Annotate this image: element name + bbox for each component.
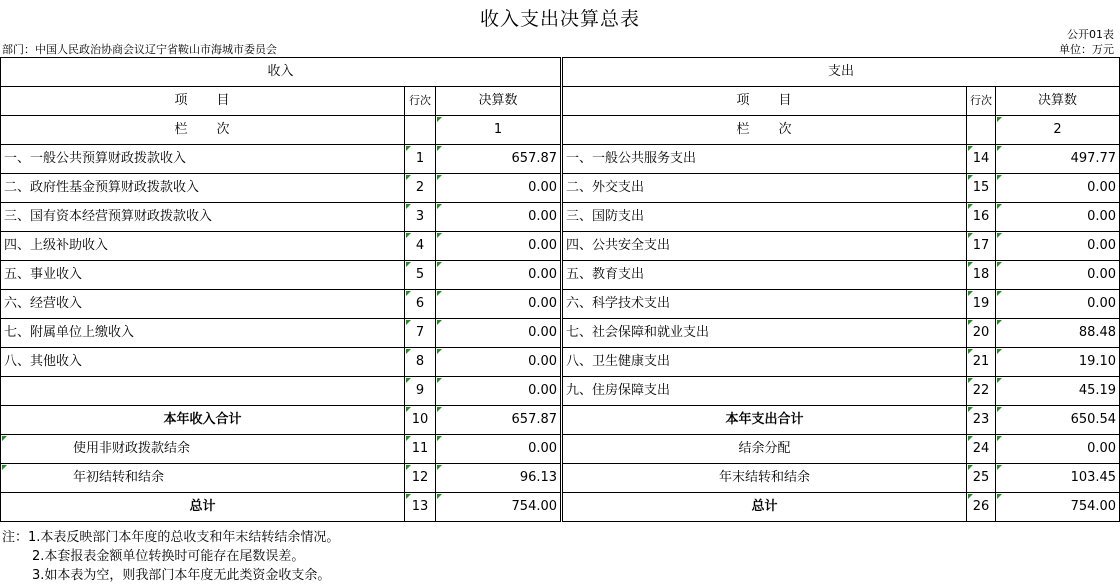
income-amount: 0.00 <box>436 203 562 232</box>
section-header-row <box>1 58 1120 87</box>
income-item: 使用非财政拨款结余 <box>1 435 405 464</box>
income-column-label: 栏 次 <box>1 116 405 145</box>
income-item: 三、国有资本经营预算财政拨款收入 <box>1 203 405 232</box>
expense-section-header: 支出 <box>562 58 1120 87</box>
income-amount: 0.00 <box>436 174 562 203</box>
table-row <box>1 435 1120 464</box>
expense-item: 五、教育支出 <box>562 261 967 290</box>
income-item: 年初结转和结余 <box>1 464 405 493</box>
table-row <box>1 174 1120 203</box>
income-amount: 657.87 <box>436 406 562 435</box>
expense-amount: 0.00 <box>996 435 1120 464</box>
income-item: 四、上级补助收入 <box>1 232 405 261</box>
expense-amount: 0.00 <box>996 261 1120 290</box>
income-line-no: 4 <box>405 232 436 261</box>
note-line: 2.本套报表金额单位转换时可能存在尾数误差。 <box>32 549 305 564</box>
expense-line-no: 22 <box>967 377 996 406</box>
form-code: 公开01表 <box>1067 28 1114 41</box>
income-amount-header: 决算数 <box>436 87 562 116</box>
income-item <box>1 377 405 406</box>
expense-line-no: 16 <box>967 203 996 232</box>
income-amount: 0.00 <box>436 319 562 348</box>
expense-amount: 88.48 <box>996 319 1120 348</box>
expense-amount: 754.00 <box>996 493 1120 522</box>
income-item-header: 项 目 <box>1 87 405 116</box>
income-amount: 0.00 <box>436 435 562 464</box>
expense-amount-header: 决算数 <box>996 87 1120 116</box>
column-header-row <box>1 87 1120 116</box>
income-section-header: 收入 <box>1 58 562 87</box>
expense-line-no: 25 <box>967 464 996 493</box>
expense-item: 八、卫生健康支出 <box>562 348 967 377</box>
expense-amount: 45.19 <box>996 377 1120 406</box>
year-total-row <box>1 406 1120 435</box>
table-row <box>1 377 1120 406</box>
expense-item: 二、外交支出 <box>562 174 967 203</box>
table-row <box>1 319 1120 348</box>
income-item: 一、一般公共预算财政拨款收入 <box>1 145 405 174</box>
income-amount: 96.13 <box>436 464 562 493</box>
expense-line-no: 14 <box>967 145 996 174</box>
income-grand-total-label: 总计 <box>1 493 405 522</box>
expense-item: 结余分配 <box>562 435 967 464</box>
expense-column-label: 栏 次 <box>562 116 967 145</box>
expense-line-no: 20 <box>967 319 996 348</box>
note-line: 3.如本表为空，则我部门本年度无此类资金收支余。 <box>32 568 331 583</box>
table-row <box>1 203 1120 232</box>
grand-total-row <box>1 493 1120 522</box>
notes-block <box>2 528 339 585</box>
expense-item: 七、社会保障和就业支出 <box>562 319 967 348</box>
expense-line-no: 26 <box>967 493 996 522</box>
expense-line-no: 23 <box>967 406 996 435</box>
table-row <box>1 145 1120 174</box>
expense-line-no: 18 <box>967 261 996 290</box>
expense-item: 三、国防支出 <box>562 203 967 232</box>
income-line-no: 12 <box>405 464 436 493</box>
income-line-no: 2 <box>405 174 436 203</box>
income-line-no: 13 <box>405 493 436 522</box>
expense-amount: 19.10 <box>996 348 1120 377</box>
expense-line-no: 19 <box>967 290 996 319</box>
note-line: 注：1.本表反映部门本年度的总收支和年末结转结余情况。 <box>2 530 340 545</box>
income-item: 八、其他收入 <box>1 348 405 377</box>
table-row <box>1 232 1120 261</box>
income-amount: 657.87 <box>436 145 562 174</box>
expense-line-no: 24 <box>967 435 996 464</box>
table-row <box>1 261 1120 290</box>
income-line-no: 5 <box>405 261 436 290</box>
income-item: 七、附属单位上缴收入 <box>1 319 405 348</box>
expense-item: 九、住房保障支出 <box>562 377 967 406</box>
report-title: 收入支出决算总表 <box>479 8 640 30</box>
table-row <box>1 348 1120 377</box>
expense-total-label: 本年支出合计 <box>562 406 967 435</box>
expense-item: 四、公共安全支出 <box>562 232 967 261</box>
income-amount: 0.00 <box>436 232 562 261</box>
income-item: 六、经营收入 <box>1 290 405 319</box>
expense-amount: 0.00 <box>996 290 1120 319</box>
income-line-no-blank <box>405 116 436 145</box>
expense-amount: 0.00 <box>996 232 1120 261</box>
expense-amount: 0.00 <box>996 203 1120 232</box>
income-amount: 0.00 <box>436 261 562 290</box>
income-amount: 0.00 <box>436 348 562 377</box>
expense-column-number: 2 <box>996 116 1120 145</box>
table-row <box>1 464 1120 493</box>
income-line-no: 10 <box>405 406 436 435</box>
expense-grand-total-label: 总计 <box>562 493 967 522</box>
expense-item: 年末结转和结余 <box>562 464 967 493</box>
income-column-number: 1 <box>436 116 562 145</box>
department-label: 部门：中国人民政治协商会议辽宁省鞍山市海城市委员会 <box>2 43 277 56</box>
expense-line-no: 17 <box>967 232 996 261</box>
income-line-no: 6 <box>405 290 436 319</box>
expense-item: 六、科学技术支出 <box>562 290 967 319</box>
income-amount: 754.00 <box>436 493 562 522</box>
expense-item: 一、一般公共服务支出 <box>562 145 967 174</box>
expense-amount: 0.00 <box>996 174 1120 203</box>
expense-line-no-header: 行次 <box>967 87 996 116</box>
income-item: 二、政府性基金预算财政拨款收入 <box>1 174 405 203</box>
income-amount: 0.00 <box>436 377 562 406</box>
income-expense-table <box>0 57 1120 522</box>
unit-label: 单位：万元 <box>1059 43 1114 56</box>
expense-line-no: 15 <box>967 174 996 203</box>
income-item: 五、事业收入 <box>1 261 405 290</box>
income-total-label: 本年收入合计 <box>1 406 405 435</box>
income-line-no: 11 <box>405 435 436 464</box>
expense-line-no-blank <box>967 116 996 145</box>
income-line-no: 1 <box>405 145 436 174</box>
income-line-no-header: 行次 <box>405 87 436 116</box>
table-row <box>1 290 1120 319</box>
income-line-no: 7 <box>405 319 436 348</box>
income-line-no: 8 <box>405 348 436 377</box>
expense-amount: 497.77 <box>996 145 1120 174</box>
expense-item-header: 项 目 <box>562 87 967 116</box>
column-label-row <box>1 116 1120 145</box>
expense-amount: 650.54 <box>996 406 1120 435</box>
income-line-no: 3 <box>405 203 436 232</box>
income-line-no: 9 <box>405 377 436 406</box>
expense-line-no: 21 <box>967 348 996 377</box>
expense-amount: 103.45 <box>996 464 1120 493</box>
income-amount: 0.00 <box>436 290 562 319</box>
